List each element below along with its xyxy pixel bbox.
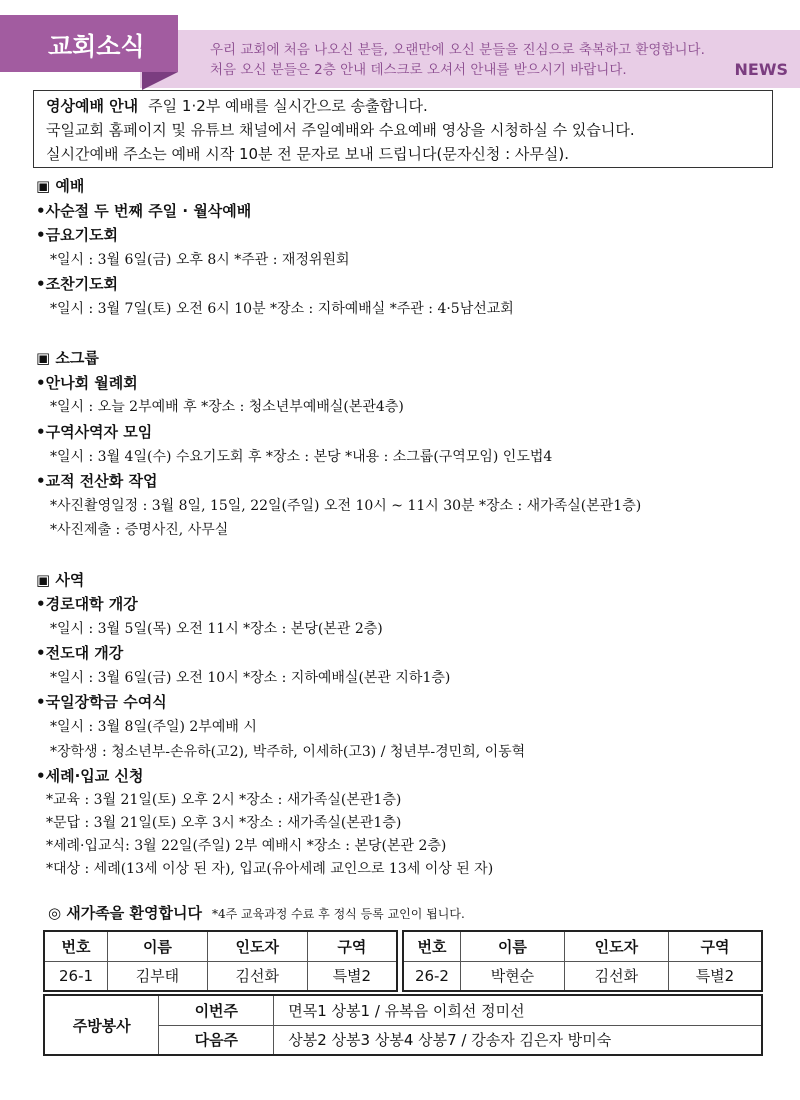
item-title: •사순절 두 번째 주일 · 월삭예배	[36, 201, 252, 220]
newcomers-title: ◎ 새가족을 환영합니다	[48, 904, 202, 922]
item-title: •국일장학금 수여식	[36, 693, 167, 712]
item-detail: *일시 : 3월 6일(금) 오후 8시 *주관 : 재정위원회	[50, 251, 350, 268]
newcomers-table-1	[43, 930, 398, 992]
section-title: ▣ 예배	[36, 177, 85, 195]
this-week-label: 이번주	[159, 995, 274, 1025]
notice-label: 영상예배 안내	[46, 97, 139, 115]
notice-line: 실시간예배 주소는 예배 시작 10분 전 문자로 보내 드립니다(문자신청 : 사무실).	[46, 145, 569, 163]
item-title: •안나회 월례회	[36, 373, 138, 392]
announcements	[36, 174, 796, 881]
item-detail: *일시 : 3월 7일(토) 오전 6시 10분 *장소 : 지하예배실 *주관 : 4·5남선교회	[50, 300, 514, 317]
cell: 김선화	[207, 961, 307, 991]
section-title: ▣ 사역	[36, 570, 85, 589]
cell: 26-2	[403, 961, 460, 991]
item-detail: *일시 : 3월 6일(금) 오전 10시 *장소 : 지하예배실(본관 지하1층)	[50, 669, 451, 686]
cell: 박현순	[460, 961, 564, 991]
cell: 특별2	[307, 961, 397, 991]
col-header: 이름	[108, 931, 208, 961]
this-week-value: 면목1 상봉1 / 유복음 이희선 정미선	[274, 995, 762, 1025]
col-header: 인도자	[564, 931, 668, 961]
newcomers-heading	[48, 902, 465, 923]
video-notice-box	[33, 90, 773, 168]
newcomers-note: *4주 교육과정 수료 후 정식 등록 교인이 됩니다.	[211, 907, 465, 921]
item-detail: *일시 : 3월 4일(수) 수요기도회 후 *장소 : 본당 *내용 : 소그룹(구역모임) 인도법4	[50, 448, 553, 465]
item-title: •조찬기도회	[36, 275, 119, 294]
next-week-value: 상봉2 상봉3 상봉4 상봉7 / 강송자 김은자 방미숙	[274, 1025, 762, 1055]
table-row	[403, 961, 762, 991]
intro-text	[210, 40, 705, 80]
item-title: •교적 전산화 작업	[36, 472, 158, 491]
table-row	[44, 961, 397, 991]
item-detail: *일시 : 3월 5일(목) 오전 11시 *장소 : 본당(본관 2층)	[50, 620, 383, 637]
news-label: NEWS	[734, 60, 788, 79]
item-detail: *사진촬영일정 : 3월 8일, 15일, 22일(주일) 오전 10시 ~ 11시 30분 *장소 : 새가족실(본관1층)	[50, 497, 642, 514]
item-detail: *문답 : 3월 21일(토) 오후 3시 *장소 : 새가족실(본관1층)	[46, 814, 402, 831]
cell: 특별2	[668, 961, 762, 991]
page-title: 교회소식	[48, 32, 145, 61]
header-fold	[142, 72, 178, 90]
col-header: 번호	[44, 931, 108, 961]
col-header: 인도자	[207, 931, 307, 961]
item-detail: *사진제출 : 증명사진, 사무실	[50, 522, 229, 539]
col-header: 구역	[668, 931, 762, 961]
cell: 김부태	[108, 961, 208, 991]
col-header: 이름	[460, 931, 564, 961]
intro-line: 처음 오신 분들은 2층 안내 데스크로 오셔서 안내를 받으시기 바랍니다.	[210, 62, 627, 78]
item-title: •금요기도회	[36, 226, 119, 245]
item-detail: *일시 : 3월 8일(주일) 2부예배 시	[50, 719, 257, 736]
intro-line: 우리 교회에 처음 나오신 분들, 오랜만에 오신 분들을 진심으로 축복하고 환영합니다.	[210, 42, 705, 58]
cell: 김선화	[564, 961, 668, 991]
col-header: 구역	[307, 931, 397, 961]
next-week-label: 다음주	[159, 1025, 274, 1055]
item-detail: *장학생 : 청소년부-손유하(고2), 박주하, 이세하(고3) / 청년부-경민희, 이동혁	[50, 743, 526, 760]
item-title: •전도대 개강	[36, 644, 124, 663]
item-detail: *교육 : 3월 21일(토) 오후 2시 *장소 : 새가족실(본관1층)	[46, 791, 402, 808]
item-detail: *세례·입교식: 3월 22일(주일) 2부 예배시 *장소 : 본당(본관 2층)	[46, 837, 447, 854]
notice-line: 국일교회 홈페이지 및 유튜브 채널에서 주일예배와 수요예배 영상을 시청하실 수 있습니다.	[46, 121, 635, 139]
item-title: •경로대학 개강	[36, 595, 138, 614]
item-title: •세례·입교 신청	[36, 767, 144, 786]
kitchen-label: 주방봉사	[44, 995, 159, 1055]
item-title: •구역사역자 모임	[36, 422, 153, 441]
section-title: ▣ 소그룹	[36, 349, 99, 368]
item-detail: *대상 : 세례(13세 이상 된 자), 입교(유아세례 교인으로 13세 이상 된 자)	[46, 860, 494, 877]
notice-line: 주일 1·2부 예배를 실시간으로 송출합니다.	[148, 97, 428, 115]
item-detail: *일시 : 오늘 2부예배 후 *장소 : 청소년부예배실(본관4층)	[50, 399, 404, 416]
kitchen-service-table	[43, 994, 763, 1056]
col-header: 번호	[403, 931, 460, 961]
newcomers-table-2	[402, 930, 763, 992]
cell: 26-1	[44, 961, 108, 991]
